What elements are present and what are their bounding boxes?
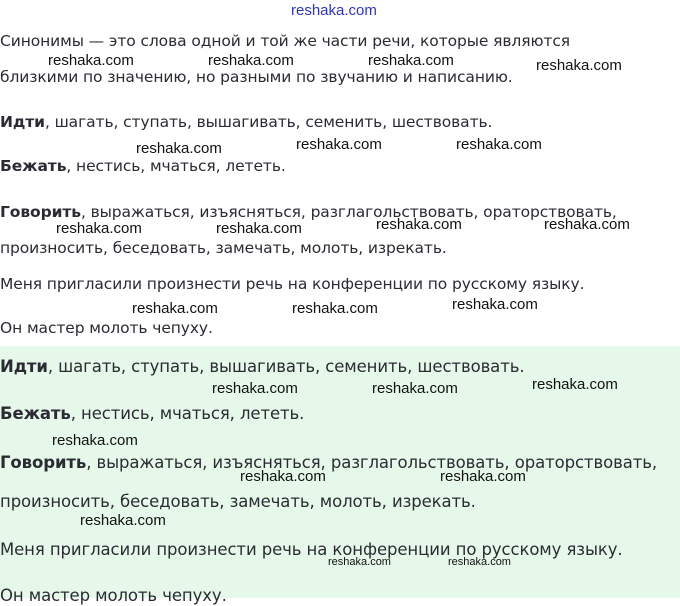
answer-group-speak bbox=[0, 453, 657, 473]
watermark: reshaka.com bbox=[240, 468, 326, 485]
example-sentence-2: Он мастер молоть чепуху. bbox=[0, 319, 213, 337]
group-rest: , шагать, ступать, вышагивать, семенить, шествовать. bbox=[44, 113, 493, 131]
synonym-group-go bbox=[0, 113, 492, 131]
synonym-group-speak bbox=[0, 203, 617, 221]
group-rest: , шагать, ступать, вышагивать, семенить, шествовать. bbox=[47, 357, 525, 376]
watermark: reshaka.com bbox=[296, 136, 382, 153]
watermark: reshaka.com bbox=[328, 556, 391, 568]
watermark: reshaka.com bbox=[368, 52, 454, 69]
synonym-group-speak-line2: произносить, беседовать, замечать, молоть, изрекать. bbox=[0, 239, 447, 257]
group-rest: , выражаться, изъясняться, разглагольствовать, ораторствовать, bbox=[86, 453, 657, 472]
watermark: reshaka.com bbox=[376, 216, 462, 233]
definition-line-2: близкими по значению, но разными по звучанию и написанию. bbox=[0, 68, 513, 86]
group-rest: , нестись, мчаться, лететь. bbox=[66, 157, 286, 175]
watermark: reshaka.com bbox=[132, 300, 218, 317]
watermark: reshaka.com bbox=[536, 57, 622, 74]
answer-sentence-1: Меня пригласили произнести речь на конференции по русскому языку. bbox=[0, 540, 623, 559]
watermark: reshaka.com bbox=[372, 380, 458, 397]
watermark: reshaka.com bbox=[456, 136, 542, 153]
watermark: reshaka.com bbox=[440, 468, 526, 485]
watermark: reshaka.com bbox=[292, 300, 378, 317]
definition-line-1: Синонимы — это слова одной и той же части речи, которые являются bbox=[0, 32, 570, 50]
synonym-group-run bbox=[0, 157, 286, 175]
answer-sentence-2: Он мастер молоть чепуху. bbox=[0, 586, 227, 605]
group-rest: , нестись, мчаться, лететь. bbox=[70, 404, 305, 423]
group-head: Идти bbox=[0, 113, 45, 131]
watermark: reshaka.com bbox=[80, 512, 166, 529]
watermark: reshaka.com bbox=[544, 216, 630, 233]
group-head: Бежать bbox=[0, 404, 71, 423]
answer-group-run bbox=[0, 404, 304, 424]
group-rest: , выражаться, изъясняться, разглагольствовать, ораторствовать, bbox=[80, 203, 617, 221]
watermark: reshaka.com bbox=[56, 220, 142, 237]
watermark: reshaka.com bbox=[452, 296, 538, 313]
watermark: reshaka.com bbox=[448, 556, 511, 568]
example-sentence-1: Меня пригласили произнести речь на конференции по русскому языку. bbox=[0, 275, 585, 293]
watermark: reshaka.com bbox=[52, 432, 138, 449]
answer-group-go bbox=[0, 357, 524, 377]
watermark: reshaka.com bbox=[48, 52, 134, 69]
watermark: reshaka.com bbox=[136, 140, 222, 157]
watermark: reshaka.com bbox=[212, 380, 298, 397]
group-head: Идти bbox=[0, 357, 48, 376]
watermark: reshaka.com bbox=[216, 220, 302, 237]
group-head: Говорить bbox=[0, 203, 81, 221]
group-head: Говорить bbox=[0, 453, 87, 472]
watermark: reshaka.com bbox=[532, 376, 618, 393]
watermark: reshaka.com bbox=[208, 52, 294, 69]
watermark: reshaka.com bbox=[291, 2, 377, 19]
group-head: Бежать bbox=[0, 157, 67, 175]
answer-group-speak-line2: произносить, беседовать, замечать, молоть, изрекать. bbox=[0, 492, 476, 511]
